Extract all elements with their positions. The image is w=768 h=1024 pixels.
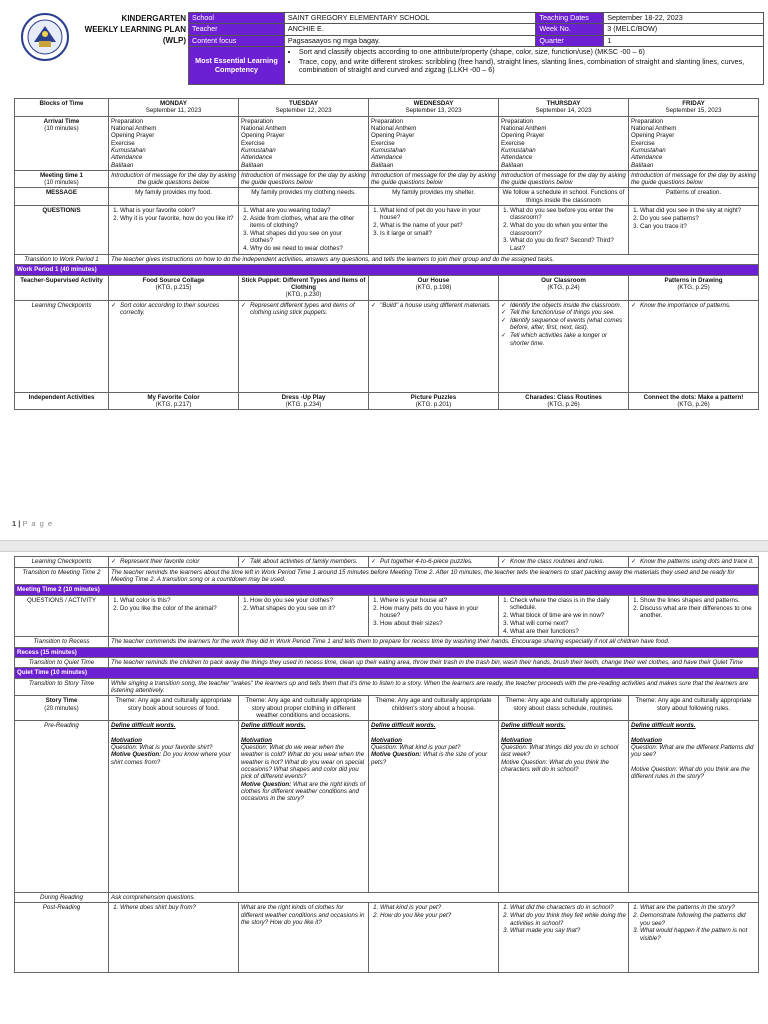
school-label: School — [189, 13, 285, 24]
meeting-time-1-label: Meeting time 1 (10 minutes) — [15, 170, 109, 188]
recess-bar — [15, 647, 759, 657]
pre-reading-cell: Define difficult words. Motivation Question: What kind is your pet? Motive Question: What is the size of your pets? — [369, 721, 499, 893]
blocks-of-time-header: Blocks of Time — [15, 99, 109, 117]
recess-title: Recess (15 minutes) — [15, 647, 759, 657]
transition-work-row — [15, 254, 759, 264]
questions-label: QUESTION/S — [15, 206, 109, 255]
message-label: MESSAGE — [15, 188, 109, 206]
transition-recess-label: Transition to Recess — [15, 637, 109, 647]
learning-checkpoints-label: Learning Checkpoints — [15, 557, 109, 568]
arrival-item: National Anthem — [111, 124, 157, 132]
deped-seal-icon — [20, 12, 70, 62]
post-reading-row — [15, 903, 759, 973]
independent-cell: Dress -Up Play (KTG. p.234) — [239, 392, 369, 410]
message-cell: My family provides my clothing needs. — [239, 188, 369, 206]
meeting-time-1-row — [15, 170, 759, 188]
checkpoint-cell: ✓ Identify the objects inside the classroom. ✓ Tell the function/use of things you see. ✓ Identify sequence of events (what comes before, after, first, next, last). ✓ Tell which activities take a longer or shorter time. — [499, 300, 629, 392]
arrival-item: Opening Prayer — [241, 132, 285, 140]
message-row — [15, 188, 759, 206]
quarter-value: 1 — [604, 35, 764, 46]
arrival-item: Balitaan — [371, 161, 394, 169]
questions-activity-row — [15, 595, 759, 637]
checkpoint-cell: ✓ "Build" a house using different materials. — [369, 300, 499, 392]
competency-item: • Sort and classify objects according to one attribute/property (shape, color, size, function/use) (MKSC -00 – 6) — [299, 48, 760, 56]
checkpoint-cell: ✓ Sort color according to their sources correctly. — [109, 300, 239, 392]
story-cell: Theme: Any age and culturally appropriate story book about sources of food. — [109, 696, 239, 721]
checkpoint-cell: ✓ Talk about activities of family members. — [239, 557, 369, 568]
arrival-cell — [239, 116, 369, 170]
story-time-label: Story Time (20 minutes) — [15, 696, 109, 721]
transition-meeting-label: Transition to Meeting Time 2 — [15, 567, 109, 585]
post-reading-cell: 1. What are the patterns in the story? 2. Demonstrate following the patterns did you see? 3. What would happen if the pattern is not visible? — [629, 903, 759, 973]
meeting-1-cell: Introduction of message for the day by asking the guide questions below — [239, 170, 369, 188]
tsa-cell: Patterns in Drawing (KTG, p.25) — [629, 275, 759, 300]
arrival-item: Balitaan — [501, 161, 524, 169]
arrival-time-label: Arrival Time (10 minutes) — [15, 116, 109, 170]
meeting-1-cell: Introduction of message for the day by asking the guide questions below — [109, 170, 239, 188]
story-cell: Theme: Any age and culturally appropriate story about following rules. — [629, 696, 759, 721]
arrival-item: Opening Prayer — [111, 132, 155, 140]
teacher-value: ANCHIE E. — [284, 24, 535, 35]
teaching-dates-value: September 18-22, 2023 — [604, 13, 764, 24]
arrival-item: Attendance — [111, 154, 143, 162]
quiet-time-bar — [15, 668, 759, 678]
header-info-table — [188, 12, 764, 85]
school-value: SAINT GREGORY ELEMENTARY SCHOOL — [284, 13, 535, 24]
meeting-1-cell: Introduction of message for the day by asking the guide questions below — [629, 170, 759, 188]
arrival-item: Attendance — [241, 154, 273, 162]
qa-cell: 1. Where is your house at? 2. How many pets do you have in your house? 3. How about their sizes? — [369, 595, 499, 637]
questions-cell: 1. What kind of pet do you have in your house? 2. What is the name of your pet? 3. Is it large or small? — [369, 206, 499, 255]
title-line-1: KINDERGARTEN — [121, 14, 186, 23]
post-reading-label: Post-Reading — [15, 903, 109, 973]
teaching-dates-label: Teaching Dates — [536, 13, 604, 24]
message-cell: Patterns of creation. — [629, 188, 759, 206]
day-header-monday: MONDAY September 11, 2023 — [109, 99, 239, 117]
questions-cell: 1. What did you see in the sky at night? 2. Do you see patterns? 3. Can you trace it? — [629, 206, 759, 255]
day-header-tuesday: TUESDAY September 12, 2023 — [239, 99, 369, 117]
tsa-cell: Our House (KTG, p.198) — [369, 275, 499, 300]
competency-item: • Trace, copy, and write different strokes: scribbling (free hand), straight lines, slanting lines, combination of straight and slanting lines, curves, combination of straight and curved and zigzag (LLKH -00 – 6) — [299, 58, 760, 75]
learning-checkpoints-row-2 — [15, 557, 759, 568]
meeting-1-cell: Introduction of message for the day by asking the guide questions below — [499, 170, 629, 188]
arrival-item: National Anthem — [631, 124, 677, 132]
message-cell: My family provides my shelter. — [369, 188, 499, 206]
week-value: 3 (MELC/BOW) — [604, 24, 764, 35]
post-reading-cell: What are the right kinds of clothes for different weather conditions and occasions in the story? How do you like it? — [239, 903, 369, 973]
work-period-bar — [15, 265, 759, 275]
arrival-cell — [109, 116, 239, 170]
pre-reading-cell: Define difficult words. Motivation Question: What do we wear when the weather is cold? What do you wear when the weather is hot? What do you wear on special occasions? What shapes and color did you pick of different events? Motive Question: What are the right kinds of clothes for different weather conditions and occasions in the story? — [239, 721, 369, 893]
tsa-cell: Food Source Collage (KTG, p.215) — [109, 275, 239, 300]
transition-recess-text: The teacher commends the learners for the work they did in Work Period Time 1 and tells them to prepare for recess time by washing their hands. Encourage sharing especially if not all children have food. — [109, 637, 759, 647]
pre-reading-row — [15, 721, 759, 893]
message-cell: My family provides my food. — [109, 188, 239, 206]
arrival-item: Balitaan — [111, 161, 134, 169]
independent-activities-label: Independent Activities — [15, 392, 109, 410]
qa-cell: 1. How do you see your clothes? 2. What shapes do you see on it? — [239, 595, 369, 637]
arrival-item: Kumustahan — [111, 146, 146, 154]
during-reading-row — [15, 893, 759, 903]
independent-cell: Connect the dots: Make a pattern! (KTG, p.26) — [629, 392, 759, 410]
meeting-1-cell: Introduction of message for the day by asking the guide questions below — [369, 170, 499, 188]
message-cell: We follow a schedule in school. Functions of things inside the classroom — [499, 188, 629, 206]
content-focus-label: Content focus — [189, 35, 285, 46]
checkpoint-cell: ✓ Know the importance of patterns. — [629, 300, 759, 392]
quarter-label: Quarter — [536, 35, 604, 46]
competency-list — [284, 47, 763, 85]
post-reading-cell: 1. Where does shirt buy from? — [109, 903, 239, 973]
arrival-item: National Anthem — [501, 124, 547, 132]
day-header-thursday: THURSDAY September 14, 2023 — [499, 99, 629, 117]
weekly-plan-table-continued — [14, 556, 759, 973]
qa-cell: 1. Check where the class is in the daily schedule. 2. What block of time are we in now? 3. What will come next? 4. What are their functions? — [499, 595, 629, 637]
arrival-item: Kumustahan — [501, 146, 536, 154]
week-label: Week No. — [536, 24, 604, 35]
questions-row — [15, 206, 759, 255]
quiet-time-title: Quiet Time (10 minutes) — [15, 668, 759, 678]
teacher-label: Teacher — [189, 24, 285, 35]
competency-label: Most Essential Learning Competency — [189, 47, 285, 85]
transition-recess-row — [15, 637, 759, 647]
arrival-time-row — [15, 116, 759, 170]
arrival-item: National Anthem — [241, 124, 287, 132]
questions-cell: 1. What do you see before you enter the classroom? 2. What do you do when you enter the classroom? 3. What do you do first? Second? Third? Last? — [499, 206, 629, 255]
arrival-item: Attendance — [631, 154, 663, 162]
transition-work-label: Transition to Work Period 1 — [15, 254, 109, 264]
story-time-row — [15, 696, 759, 721]
plan-header — [14, 10, 754, 86]
day-header-wednesday: WEDNESDAY September 13, 2023 — [369, 99, 499, 117]
arrival-item: Balitaan — [241, 161, 264, 169]
arrival-item: Opening Prayer — [631, 132, 675, 140]
independent-cell: Charades: Class Routines (KTG, p.26) — [499, 392, 629, 410]
questions-cell: 1. What is your favorite color? 2. Why it is your favorite, how do you like it? — [109, 206, 239, 255]
title-line-2: WEEKLY LEARNING PLAN — [84, 24, 186, 34]
teacher-supervised-label: Teacher-Supervised Activity — [15, 275, 109, 300]
qa-cell: 1. Show the lines shapes and patterns. 2. Discuss what are their differences to one another. — [629, 595, 759, 637]
arrival-item: Exercise — [111, 139, 135, 147]
plan-title — [76, 14, 186, 46]
arrival-item: Preparation — [371, 117, 403, 125]
arrival-item: Opening Prayer — [371, 132, 415, 140]
story-cell: Theme: Any age and culturally appropriate story about class schedule, routines. — [499, 696, 629, 721]
checkpoint-cell: ✓ Know the patterns using dots and trace it. — [629, 557, 759, 568]
page-number: 1 | P a g e — [12, 519, 54, 528]
checkpoint-cell: ✓ Know the class routines and rules. — [499, 557, 629, 568]
weekly-plan-table — [14, 98, 759, 410]
pre-reading-cell: Define difficult words. Motivation Question: What are the different Patterns did you see? Motive Question: What do you think are the different rules in the story? — [629, 721, 759, 893]
arrival-item: Opening Prayer — [501, 132, 545, 140]
arrival-item: Preparation — [241, 117, 273, 125]
transition-story-row — [15, 678, 759, 696]
learning-checkpoints-label: Learning Checkpoints — [15, 300, 109, 392]
transition-meeting-row — [15, 567, 759, 585]
checkpoint-cell: ✓ Represent different types and items of clothing using stick puppets. — [239, 300, 369, 392]
arrival-cell — [369, 116, 499, 170]
arrival-item: Exercise — [241, 139, 265, 147]
arrival-item: Balitaan — [631, 161, 654, 169]
page-2 — [0, 552, 768, 1024]
arrival-item: Exercise — [501, 139, 525, 147]
arrival-item: Preparation — [111, 117, 143, 125]
arrival-cell — [499, 116, 629, 170]
arrival-item: Preparation — [501, 117, 533, 125]
arrival-item: Preparation — [631, 117, 663, 125]
questions-activity-label: QUESTIONS / ACTIVITY — [15, 595, 109, 637]
qa-cell: 1. What color is this? 2. Do you like the color of the animal? — [109, 595, 239, 637]
page-separator — [0, 540, 768, 552]
arrival-item: Kumustahan — [241, 146, 276, 154]
post-reading-cell: 1. What did the characters do in school? 2. What do you think they felt while doing the activities in school? 3. What made you say that? — [499, 903, 629, 973]
pre-reading-label: Pre-Reading — [15, 721, 109, 893]
checkpoint-cell: ✓ Put together 4-to-6-piece puzzles. — [369, 557, 499, 568]
transition-story-label: Transition to Story Time — [15, 678, 109, 696]
story-cell: Theme: Any age and culturally appropriate story about proper clothing in different weather conditions and occasions. — [239, 696, 369, 721]
arrival-item: National Anthem — [371, 124, 417, 132]
during-reading-text: Ask comprehension questions. — [109, 893, 759, 903]
transition-quiet-label: Transition to Quiet Time — [15, 657, 109, 667]
transition-quiet-row — [15, 657, 759, 667]
during-reading-label: During Reading — [15, 893, 109, 903]
content-focus-value: Pagsasaayos ng mga bagay. — [284, 35, 535, 46]
meeting-time-2-title: Meeting Time 2 (10 minutes) — [15, 585, 759, 595]
arrival-item: Exercise — [371, 139, 395, 147]
day-header-friday: FRIDAY September 15, 2023 — [629, 99, 759, 117]
independent-cell: My Favorite Color (KTG, p.217) — [109, 392, 239, 410]
arrival-item: Kumustahan — [631, 146, 666, 154]
arrival-item: Exercise — [631, 139, 655, 147]
independent-cell: Picture Puzzles (KTG. p.201) — [369, 392, 499, 410]
transition-meeting-text: The teacher reminds the learners about the time left in Work Period Time 1 around 15 minutes before Meeting Time 2. After 10 minutes, the teacher tells the learners to start packing away the materials they used and be ready for Meeting Time 2. A transition song or a countdown may be used. — [109, 567, 759, 585]
arrival-item: Attendance — [371, 154, 403, 162]
pre-reading-cell: Define difficult words. Motivation Question: What things did you do in school last week? Motive Question: What do you think the characters will do in school? — [499, 721, 629, 893]
title-line-3: (WLP) — [162, 35, 186, 45]
post-reading-cell: 1. What kind is your pet? 2. How do you like your pet? — [369, 903, 499, 973]
pre-reading-cell: Define difficult words. Motivation Question: What is your favorite shirt? Motive Question: Do you know where your shirt comes from? — [109, 721, 239, 893]
independent-activities-row — [15, 392, 759, 410]
meeting-time-2-bar — [15, 585, 759, 595]
arrival-cell — [629, 116, 759, 170]
arrival-item: Kumustahan — [371, 146, 406, 154]
tsa-cell: Stick Puppet: Different Types and Items of Clothing (KTG, p.230) — [239, 275, 369, 300]
work-period-title: Work Period 1 (40 minutes) — [15, 265, 759, 275]
transition-work-text: The teacher gives instructions on how to do the independent activities, answers any questions, and tells the learners to join their group and do the assigned tasks. — [109, 254, 759, 264]
story-cell: Theme: Any age and culturally appropriate children's story about a house. — [369, 696, 499, 721]
learning-checkpoints-row — [15, 300, 759, 392]
teacher-supervised-row — [15, 275, 759, 300]
checkpoint-cell: ✓ Represent their favorite color — [109, 557, 239, 568]
transition-story-text: While singing a transition song, the teacher "wakes" the learners up and tells them that it's time to listen to a story. When the learners are ready, the teacher proceeds with the pre-reading activities and makes sure that the learners are listening attentively. — [109, 678, 759, 696]
arrival-item: Attendance — [501, 154, 533, 162]
transition-quiet-text: The teacher reminds the children to pack away the things they used in recess time, clean up their eating area, throw their trash in the trash bin, wash their hands, brush their teeth, change their wet clothes, and have their Quiet Time — [109, 657, 759, 667]
tsa-cell: Our Classroom (KTG, p.24) — [499, 275, 629, 300]
questions-cell: 1. What are you wearing today? 2. Aside from clothes, what are the other items of clothing? 3. What shapes did you see on your clothes? 4. Why do we need to wear clothes? — [239, 206, 369, 255]
